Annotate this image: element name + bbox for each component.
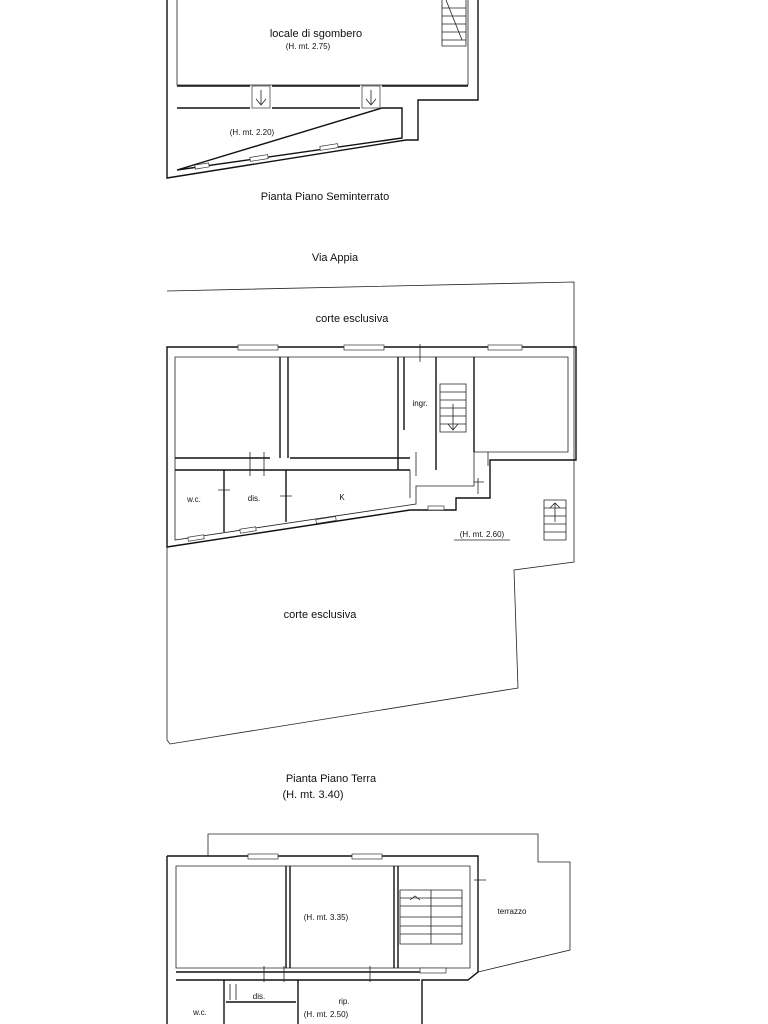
basement-door-left [252,86,270,108]
street-label: Via Appia [311,252,359,264]
ground-window-top-2 [344,345,384,350]
first-floor-plan [167,834,570,1024]
ground-floor-plan [167,252,576,801]
first-window-top-1 [248,854,278,859]
basement-stair [442,0,466,46]
ground-outside-steps [544,500,566,540]
basement-divider-wall [177,86,468,170]
ground-dis-label: dis. [247,494,261,503]
first-window-top-2 [352,854,382,859]
ground-caption-height: (H. mt. 3.40) [282,789,344,801]
basement-caption: Pianta Piano Seminterrato [260,191,390,203]
ground-window-top-3 [488,345,522,350]
first-room-dividers [176,866,420,1024]
ground-kitchen-label: K [339,493,345,502]
first-rip-label: rip. [338,997,350,1006]
first-terrace-label: terrazzo [497,907,527,916]
ground-building-inner [175,357,568,540]
ground-rear-height: (H. mt. 2.60) [459,530,505,539]
first-rip-height: (H. mt. 2.50) [303,1010,349,1019]
ground-court-top-boundary [167,282,574,460]
basement-room-height: (H. mt. 2.75) [285,42,331,51]
basement-window-3 [320,144,338,151]
ground-caption: Pianta Piano Terra [285,773,377,785]
ground-door-marks [218,344,488,498]
first-stair [400,890,462,944]
ground-window-bottom-1 [188,535,204,541]
basement-room-name: locale di sgombero [269,28,363,40]
basement-door-right [362,86,380,108]
basement-outer-wall [167,0,478,178]
ground-court-bottom-boundary [167,460,574,744]
first-window-right [420,968,446,973]
basement-plan [167,0,478,203]
ground-stair [440,384,466,432]
ground-ingr-label: ingr. [412,399,428,408]
basement-window-2 [250,155,268,162]
first-wc-label: w.c. [193,1008,207,1017]
first-room-height: (H. mt. 3.35) [303,913,349,922]
ground-window-bottom-2 [240,527,256,533]
ground-court-top-label: corte esclusiva [315,313,389,325]
first-dis-label: dis. [252,992,266,1001]
ground-court-bottom-label: corte esclusiva [283,609,357,621]
ground-window-bottom-4 [428,506,444,510]
ground-building-outer [167,347,576,547]
ground-window-top-1 [238,345,278,350]
basement-lower-height: (H. mt. 2.20) [229,128,275,137]
ground-wc-label: w.c. [187,495,201,504]
